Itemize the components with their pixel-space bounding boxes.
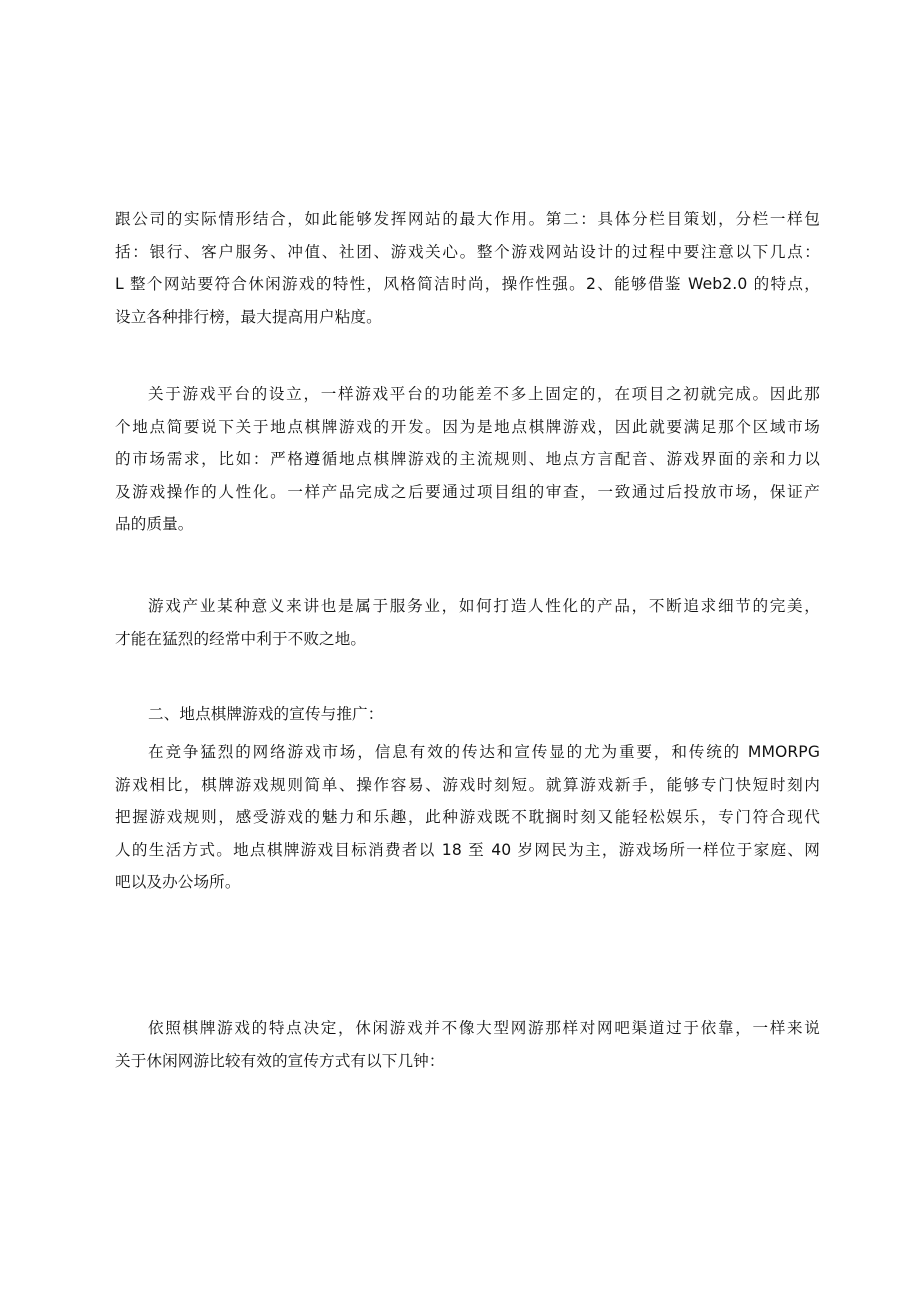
paragraph-game-platform bbox=[115, 378, 820, 541]
text-line: 跟公司的实际情形结合，如此能够发挥网站的最大作用。第二：具体分栏目策划，分栏一样包 bbox=[115, 210, 820, 228]
text-line: 吧以及办公场所。 bbox=[115, 873, 241, 892]
text-line: 个地点简要说下关于地点棋牌游戏的开发。因为是地点棋牌游戏，因此就要满足那个区域市场 bbox=[115, 417, 820, 436]
paragraph-service-industry bbox=[115, 590, 820, 655]
text-line: L 整个网站要符合休闲游戏的特性，风格简洁时尚，操作性强。2、能够借鉴 Web2.0 的特点， bbox=[115, 275, 820, 294]
paragraph-promotion-methods bbox=[115, 1012, 820, 1077]
paragraph-promotion bbox=[115, 736, 820, 899]
text-line: 关于休闲网游比较有效的宣传方式有以下几钟： bbox=[115, 1051, 445, 1070]
text-line: 依照棋牌游戏的特点决定，休闲游戏并不像大型网游那样对网吧渠道过于依靠，一样来说 bbox=[148, 1019, 820, 1037]
text-line: 的市场需求，比如：严格遵循地点棋牌游戏的主流规则、地点方言配音、游戏界面的亲和力以 bbox=[115, 450, 820, 469]
text-line: 游戏相比，棋牌游戏规则简单、操作容易、游戏时刻短。就算游戏新手，能够专门快短时刻内 bbox=[115, 775, 820, 794]
text-line: 设立各种排行榜，最大提高用户粘度。 bbox=[115, 307, 382, 326]
text-line: 把握游戏规则，感受游戏的魅力和乐趣，此种游戏既不耽搁时刻又能轻松娱乐，专门符合现代 bbox=[115, 808, 820, 827]
paragraph-website-design bbox=[115, 203, 820, 333]
text-line: 人的生活方式。地点棋牌游戏目标消费者以 18 至 40 岁网民为主，游戏场所一样位于家庭、网 bbox=[115, 840, 820, 859]
text-line: 才能在猛烈的经常中利于不败之地。 bbox=[115, 629, 367, 648]
text-line: 及游戏操作的人性化。一样产品完成之后要通过项目组的审查，一致通过后投放市场，保证产 bbox=[115, 482, 820, 501]
section-heading bbox=[115, 698, 820, 731]
text-line: 品的质量。 bbox=[115, 515, 194, 534]
text-line: 括：银行、客户服务、冲值、社团、游戏关心。整个游戏网站设计的过程中要注意以下几点： bbox=[115, 242, 820, 261]
text-line: 游戏产业某种意义来讲也是属于服务业，如何打造人性化的产品，不断追求细节的完美， bbox=[148, 597, 820, 615]
text-line: 在竞争猛烈的网络游戏市场，信息有效的传达和宣传显的尤为重要，和传统的 MMORPG bbox=[148, 743, 820, 761]
section-heading-text: 二、地点棋牌游戏的宣传与推广： bbox=[148, 705, 384, 723]
text-line: 关于游戏平台的设立，一样游戏平台的功能差不多上固定的，在项目之初就完成。因此那 bbox=[148, 385, 820, 403]
